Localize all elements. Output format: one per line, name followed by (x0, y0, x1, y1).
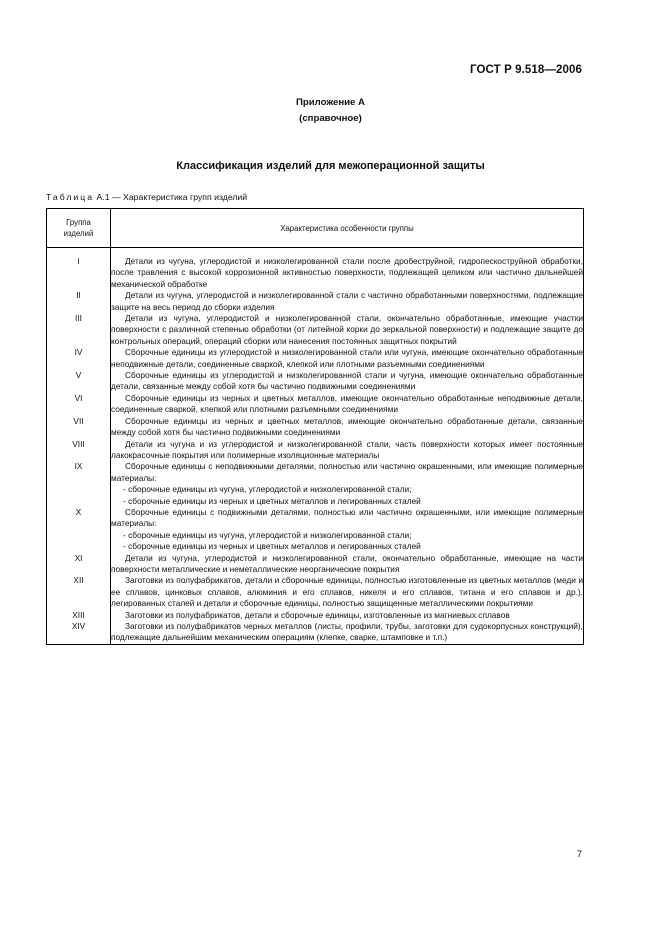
group-description-list-item: - сборочные единицы из черных и цветных металлов и легированных сталей (123, 541, 421, 552)
group-description (111, 416, 584, 439)
group-number: VI (47, 393, 111, 416)
group-number: IX (47, 461, 111, 507)
group-description-text: Сборочные единицы из черных и цветных металлов, имеющие окончательно обработанные неподвижные детали, соединенные сваркой, клепкой или плотными разъемными соединениями (111, 392, 583, 415)
table-caption-prefix: Таблица (46, 192, 95, 202)
table-row (47, 393, 584, 416)
table-row (47, 313, 584, 347)
table-row (47, 439, 584, 462)
group-description-text: Детали из чугуна, углеродистой и низколегированной стали, окончательно обработанные, имеющие участки поверхности с различной степенью обработки (от литейной корки до зеркальной поверхности) и подлежащие защите до контрольных операций, операций сборки или нанесения постоянных защитных покрытий (111, 313, 583, 346)
group-description (111, 313, 584, 347)
table-body (47, 248, 584, 645)
column-header-group-line2: изделий (63, 229, 94, 238)
group-description-text: Сборочные единицы из углеродистой и низколегированной стали или чугуна, имеющие окончательно обработанные неподвижные детали, соединенные сваркой, клепкой или плотными разъемными соединениями (111, 347, 583, 369)
table-row (47, 248, 584, 291)
group-number: III (47, 313, 111, 347)
group-number: X (47, 507, 111, 553)
column-header-characteristic: Характеристика особенности группы (111, 209, 584, 248)
group-number: I (47, 248, 111, 291)
group-description (111, 610, 584, 621)
group-description (111, 347, 584, 370)
group-description-text: Сборочные единицы с неподвижными деталями, полностью или частично окрашенными, или имеющие полимерные материалы: (111, 461, 583, 483)
group-description-text: Заготовки из полуфабрикатов, детали и сборочные единицы, полностью изготовленные из цветных металлов (меди и ее сплавов, цинковых сплавов, алюминия и его сплавов, никеля и его сплавов, титана и его сплавов и др.), легированных сталей и детали и сборочные единицы, полностью защищенные металлическими покрытиями (111, 575, 583, 609)
group-description-list-item: - сборочные единицы из чугуна, углеродистой и низколегированной стали; (123, 529, 412, 540)
group-number: XIII (47, 610, 111, 621)
group-description (111, 248, 584, 291)
page-number: 7 (576, 849, 582, 860)
group-description (111, 553, 584, 576)
group-description-text: Детали из чугуна, углеродистой и низколегированной стали, окончательно обработанные, имеющие на части поверхности металлические и неметаллические неорганические покрытия (111, 552, 583, 574)
group-number: V (47, 370, 111, 393)
group-number: XI (47, 553, 111, 576)
column-header-group (47, 209, 111, 248)
group-description-text: Сборочные единицы с подвижными деталями, полностью или частично окрашенными, или имеющие полимерные материалы: (111, 506, 583, 529)
group-number: XIV (47, 621, 111, 644)
table-row (47, 507, 584, 553)
table-row (47, 290, 584, 313)
appendix-heading (0, 95, 661, 127)
group-description (111, 507, 584, 553)
group-description-list-item: - сборочные единицы из черных и цветных металлов и легированных сталей (123, 495, 421, 506)
table-header-row (47, 209, 584, 248)
group-description-text: Детали из чугуна, углеродистой и низколегированной стали после дробеструйной, гидропескоструйной обработки, после травления с высокой коррозионной активностью поверхности, подлежащей целиком или частично дальнейшей механической обработке (111, 256, 583, 289)
group-number: II (47, 290, 111, 313)
group-description-text: Сборочные единицы из углеродистой и низколегированной стали и чугуна, имеющие окончательно обработанные детали, связанные между собой хотя бы частично подвижными соединениями (111, 370, 583, 392)
appendix-subtitle: (справочное) (299, 113, 362, 124)
table-row (47, 610, 584, 621)
table-row (47, 370, 584, 393)
table-row (47, 621, 584, 644)
table-row (47, 347, 584, 370)
group-description (111, 393, 584, 416)
group-description-text: Детали из чугуна и из углеродистой и низколегированной стали, часть поверхности которых имеет постоянные лакокрасочные покрытия или полимерные изоляционные материалы (111, 438, 583, 460)
table-caption-text: А.1 — Характеристика групп изделий (96, 192, 248, 202)
page-title: Классификация изделий для межоперационной защиты (176, 160, 485, 172)
table-caption (46, 192, 247, 202)
table-row (47, 575, 584, 609)
group-number: IV (47, 347, 111, 370)
group-description-text: Детали из чугуна, углеродистой и низколегированной стали с частично обработанными поверхностями, подлежащие защите на весь период до сборки изделия (111, 290, 583, 312)
group-description (111, 290, 584, 313)
table-row (47, 416, 584, 439)
group-description-text: Заготовки из полуфабрикатов черных металлов (листы, профили, трубы, заготовки для судокорпусных конструкций), подлежащие дальнейшим механическим операциям (клепке, сварке, штамповке и т.п.) (111, 621, 583, 643)
document-code: ГОСТ Р 9.518—2006 (470, 64, 582, 76)
group-number: VIII (47, 439, 111, 462)
group-description-text: Заготовки из полуфабрикатов, детали и сборочные единицы, изготовленные из магниевых сплавов (125, 609, 510, 620)
product-groups-table (46, 208, 584, 645)
appendix-title: Приложение А (296, 97, 365, 108)
group-description (111, 575, 584, 609)
table-row (47, 553, 584, 576)
group-description (111, 370, 584, 393)
group-description-list-item: - сборочные единицы из чугуна, углеродистой и низколегированной стали; (123, 484, 412, 495)
group-number: XII (47, 575, 111, 609)
group-description (111, 439, 584, 462)
column-header-group-line1: Группа (66, 217, 91, 227)
group-description-text: Сборочные единицы из черных и цветных металлов, имеющие окончательно обработанные детали, связанные между собой хотя бы частично подвижными соединениями (111, 415, 583, 438)
table-row (47, 461, 584, 507)
group-description (111, 621, 584, 644)
group-description (111, 461, 584, 507)
group-number: VII (47, 416, 111, 439)
